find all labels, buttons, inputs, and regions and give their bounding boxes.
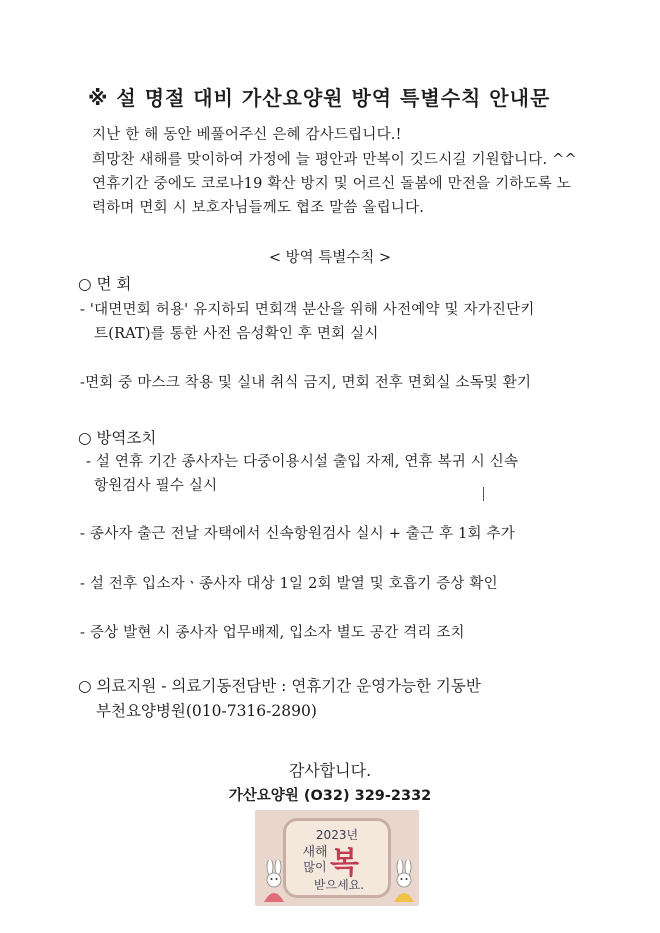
quarantine-item-1-line-2: 항원검사 필수 실시: [94, 478, 218, 494]
card-line-2: 많이: [303, 860, 327, 874]
rabbit-right-icon: [391, 860, 417, 902]
card-line-1: 새해: [302, 845, 328, 860]
new-year-card-image: [255, 810, 419, 906]
quarantine-heading: ○ 방역조치: [78, 429, 157, 447]
quarantine-item-3: - 설 전후 입소자ㆍ종사자 대상 1일 2회 발열 및 호흡기 증상 확인: [80, 576, 498, 592]
card-line-3: 받으세요.: [313, 878, 365, 892]
visit-heading: ○ 면 회: [78, 275, 132, 293]
intro-line-2: 희망찬 새해를 맞이하여 가정에 늘 평안과 만복이 깃드시길 기원합니다. ^^: [92, 152, 577, 168]
quarantine-item-2: - 종사자 출근 전날 자택에서 신속항원검사 실시 + 출근 후 1회 추가: [80, 526, 515, 542]
notice-title: ※ 설 명절 대비 가산요양원 방역 특별수칙 안내문: [88, 86, 551, 110]
intro-line-3: 연휴기간 중에도 코로나19 확산 방지 및 어르신 돌봄에 만전을 기하도록 노: [92, 176, 571, 192]
card-bok: 복: [330, 846, 359, 881]
card-frame: [283, 818, 391, 898]
visit-item-1-line-2: 트(RAT)를 통한 사전 음성확인 후 면회 실시: [94, 326, 379, 342]
visit-item-2: -면회 중 마스크 착용 및 실내 취식 금지, 면회 전후 면회실 소독및 환기: [80, 375, 532, 391]
thanks-text: 감사합니다.: [288, 761, 372, 780]
medical-support-line-2: 부천요양병원(010-7316-2890): [96, 702, 317, 720]
intro-line-1: 지난 한 해 동안 베풀어주신 은혜 감사드립니다.!: [92, 127, 402, 143]
scan-mark: [483, 487, 484, 501]
section-subtitle: < 방역 특별수칙 >: [268, 250, 392, 266]
visit-item-1-line-1: - '대면면회 허용' 유지하되 면회객 분산을 위해 사전예약 및 자가진단키: [80, 302, 535, 318]
quarantine-item-4: - 증상 발현 시 종사자 업무배제, 입소자 별도 공간 격리 조치: [80, 625, 465, 641]
intro-line-4: 력하며 면회 시 보호자님들께도 협조 말씀 올립니다.: [92, 200, 425, 216]
medical-support-line-1: ○ 의료지원 - 의료기동전담반 : 연휴기간 운영가능한 기동반: [78, 677, 481, 695]
quarantine-item-1-line-1: - 설 연휴 기간 종사자는 다중이용시설 출입 자제, 연휴 복귀 시 신속: [86, 454, 519, 470]
contact-line: 가산요양원 (O32) 329-2332: [228, 788, 432, 804]
rabbit-left-icon: [261, 860, 287, 902]
card-year: 2023년: [315, 828, 359, 842]
